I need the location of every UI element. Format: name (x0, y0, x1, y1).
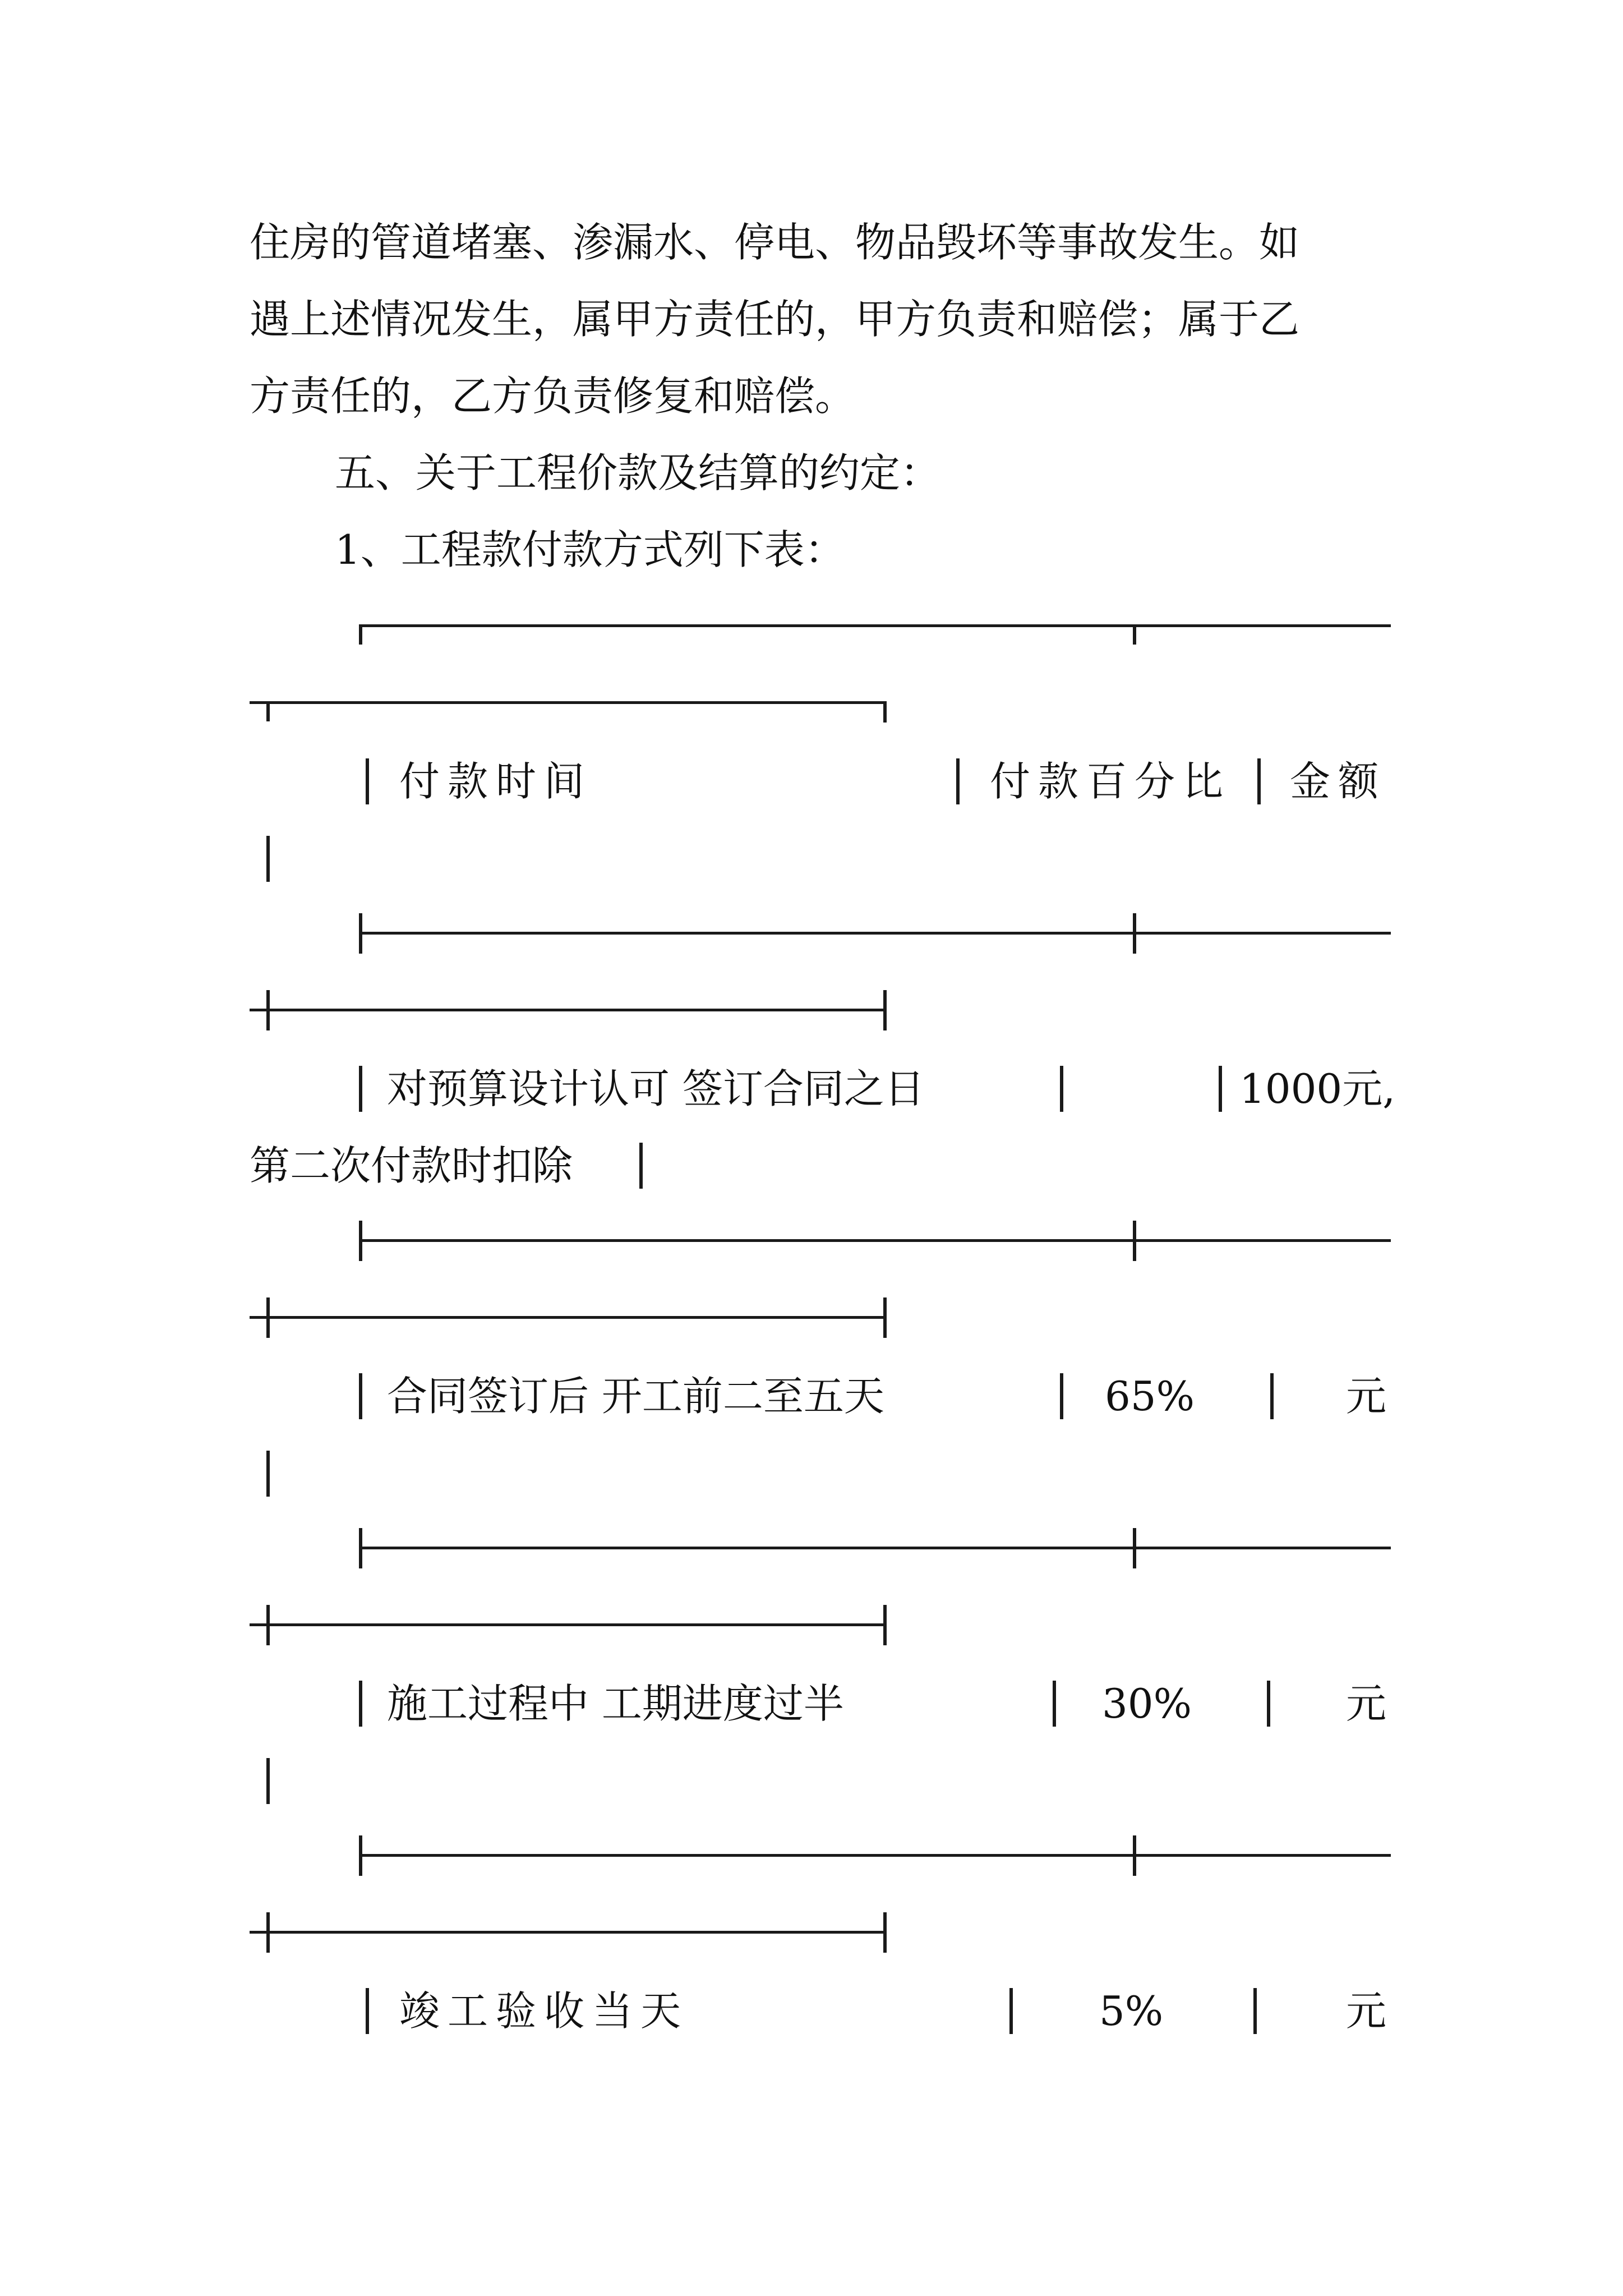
table-rule (359, 1528, 362, 1568)
table-rule (1133, 1835, 1136, 1876)
row-payment-percent: 30% (1102, 1680, 1192, 1727)
table-rule (1253, 1988, 1257, 2034)
table-rule (1133, 1221, 1136, 1261)
table-rule (883, 1605, 887, 1645)
row-payment-time: 对预算设计认可 签订合同之日 (387, 1065, 925, 1112)
table-rule (266, 1297, 270, 1338)
table-rule (359, 1066, 362, 1112)
table-rule (359, 1854, 1391, 1857)
table-rule (266, 701, 270, 721)
table-rule (1133, 1528, 1136, 1568)
table-rule (359, 1547, 1391, 1549)
table-rule (266, 1912, 270, 1953)
table-rule (250, 1623, 886, 1626)
header-amount: 金额 (1290, 758, 1387, 805)
table-rule (1133, 624, 1136, 645)
row-payment-percent: 65% (1105, 1373, 1195, 1420)
table-rule (1257, 758, 1261, 804)
table-rule (366, 758, 369, 804)
table-rule (1053, 1681, 1056, 1727)
row-payment-percent: 5% (1099, 1987, 1164, 2035)
table-rule (266, 1451, 270, 1497)
table-rule (1060, 1373, 1063, 1419)
table-rule (250, 701, 886, 704)
table-rule (359, 624, 362, 645)
header-payment-percent: 付款百分比 (990, 758, 1232, 805)
table-rule (639, 1143, 643, 1189)
table-rule (359, 1221, 362, 1261)
table-rule (359, 913, 362, 954)
row-payment-time: 施工过程中 工期进度过半 (387, 1680, 844, 1727)
row-payment-time: 合同签订后 开工前二至五天 (387, 1373, 884, 1420)
table-rule (366, 1988, 369, 2034)
table-rule (359, 624, 1391, 627)
paragraph-line: 方责任的，乙方负责修复和赔偿。 (250, 372, 856, 420)
table-rule (1060, 1066, 1063, 1112)
list-item: 1、工程款付款方式列下表： (335, 526, 845, 573)
table-rule (883, 701, 887, 723)
table-rule (250, 1316, 886, 1319)
table-rule (883, 990, 887, 1030)
table-rule (266, 1605, 270, 1645)
table-rule (359, 932, 1391, 935)
row-payment-time: 竣工验收当天 (399, 1987, 689, 2035)
row-amount: 元 (1346, 1987, 1387, 2035)
table-rule (266, 1758, 270, 1804)
table-rule (1133, 913, 1136, 954)
section-heading: 五、关于工程价款及结算的约定： (335, 449, 941, 496)
row-amount: 元 (1346, 1373, 1387, 1420)
table-rule (1219, 1066, 1222, 1112)
header-payment-time: 付款时间 (399, 758, 593, 805)
table-rule (1267, 1681, 1270, 1727)
row-amount-note: 第二次付款时扣除 (250, 1142, 573, 1189)
table-rule (359, 1835, 362, 1876)
table-rule (1009, 1988, 1013, 2034)
paragraph-line: 遇上述情况发生，属甲方责任的，甲方负责和赔偿；属于乙 (250, 296, 1300, 343)
paragraph-line: 住房的管道堵塞、渗漏水、停电、物品毁坏等事故发生。如 (250, 219, 1300, 266)
table-rule (359, 1239, 1391, 1242)
table-rule (883, 1912, 887, 1953)
table-rule (359, 1373, 362, 1419)
row-amount: 1000元, (1239, 1065, 1396, 1112)
table-rule (266, 836, 270, 882)
table-rule (266, 990, 270, 1030)
row-amount: 元 (1346, 1680, 1387, 1727)
table-rule (956, 758, 960, 804)
table-rule (883, 1297, 887, 1338)
table-rule (250, 1009, 886, 1011)
table-rule (359, 1681, 362, 1727)
table-rule (1270, 1373, 1274, 1419)
table-rule (250, 1931, 886, 1934)
